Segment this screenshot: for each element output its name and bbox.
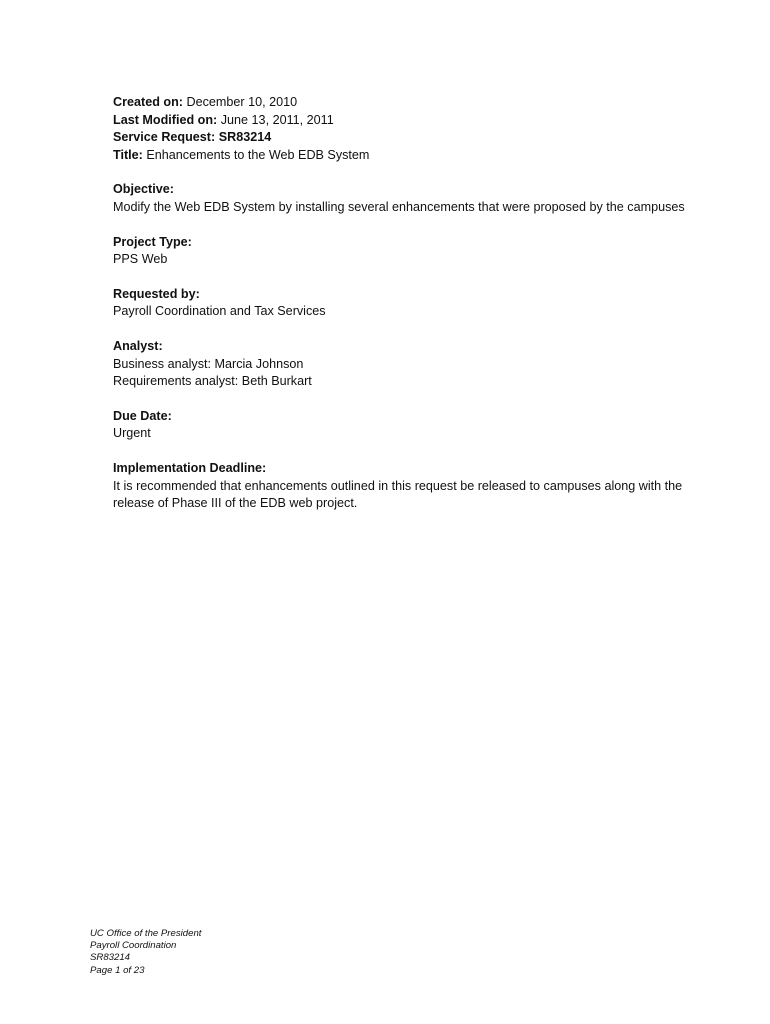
analyst-heading: Analyst: [113,338,163,353]
requested-by-heading: Requested by: [113,286,200,301]
requested-by-section [113,286,693,321]
project-type-section [113,234,693,269]
requirements-analyst-text: Requirements analyst: Beth Burkart [113,374,312,389]
page-footer [90,928,201,977]
requested-by-text: Payroll Coordination and Tax Services [113,304,326,319]
service-request-label: Service Request: [113,130,216,145]
analyst-section [113,338,693,391]
footer-organization: UC Office of the President [90,928,202,939]
objective-heading: Objective: [113,182,174,197]
implementation-heading: Implementation Deadline: [113,460,267,475]
implementation-text: It is recommended that enhancements outlined in this request be released to campuses along with the release of Phase III of the EDB web project. [113,478,683,511]
implementation-section [113,460,693,513]
project-type-heading: Project Type: [113,234,192,249]
service-request-line [113,129,693,147]
footer-page-number: Page 1 of 23 [90,964,145,976]
title-line [113,147,693,165]
last-modified-value: June 13, 2011, 2011 [220,112,334,127]
document-meta [113,94,693,164]
document-body [113,94,693,513]
service-request-value: SR83214 [218,130,272,145]
title-value: Enhancements to the Web EDB System [146,147,370,162]
created-on-label: Created on: [113,95,183,109]
project-type-text: PPS Web [113,252,168,267]
title-label: Title: [113,147,143,162]
created-on-line [113,94,693,112]
last-modified-label: Last Modified on: [113,112,218,127]
business-analyst-text: Business analyst: Marcia Johnson [113,356,304,371]
created-on-value: December 10, 2010 [186,95,298,109]
objective-text: Modify the Web EDB System by installing several enhancements that were proposed by the campuses [113,199,685,214]
due-date-heading: Due Date: [113,408,172,423]
due-date-text: Urgent [113,426,151,441]
objective-section [113,181,693,216]
footer-department: Payroll Coordination [90,940,177,952]
due-date-section [113,408,693,443]
footer-service-request: SR83214 [90,952,131,964]
last-modified-line [113,112,693,130]
